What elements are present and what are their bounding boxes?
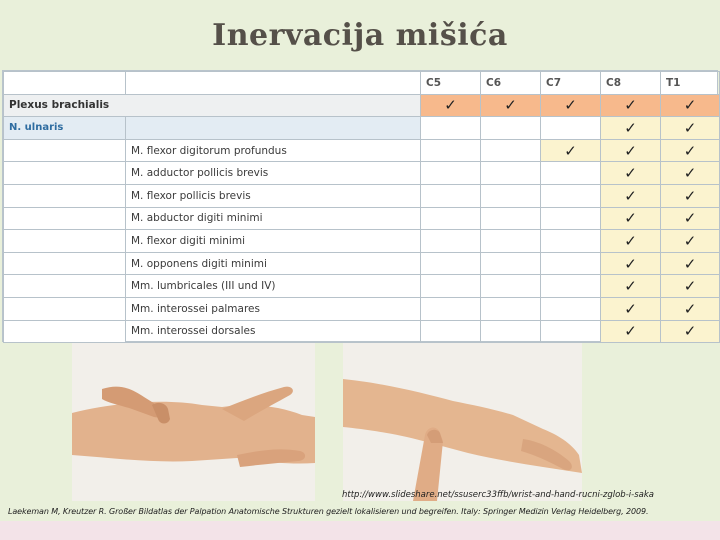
empty-cell (541, 320, 601, 343)
empty-cell (421, 297, 481, 320)
table-row (4, 230, 720, 253)
muscle-name: M. flexor digiti minimi (126, 230, 421, 253)
check-icon: ✓ (481, 94, 541, 117)
check-icon: ✓ (661, 297, 720, 320)
empty-cell (481, 320, 541, 343)
table-row (4, 207, 720, 230)
check-icon: ✓ (601, 94, 661, 117)
check-icon: ✓ (601, 275, 661, 298)
source-url: http://www.slideshare.net/ssuserc33ffb/wrist-and-hand-rucni-zglob-i-saka (342, 490, 654, 500)
empty-cell (421, 162, 481, 185)
empty-cell (481, 139, 541, 162)
column-header: C8 (601, 72, 661, 95)
nerve-row-blank (126, 117, 421, 140)
row-indent (4, 252, 126, 275)
column-header: C5 (421, 72, 481, 95)
row-indent (4, 320, 126, 343)
photo-strip (0, 343, 720, 503)
empty-cell (481, 207, 541, 230)
empty-cell (421, 139, 481, 162)
empty-cell (541, 207, 601, 230)
column-header: T1 (661, 72, 720, 95)
row-indent (4, 297, 126, 320)
empty-cell (421, 275, 481, 298)
empty-cell (481, 252, 541, 275)
empty-cell (481, 230, 541, 253)
empty-cell (421, 320, 481, 343)
empty-cell (541, 162, 601, 185)
check-icon: ✓ (661, 275, 720, 298)
check-icon: ✓ (541, 94, 601, 117)
empty-cell (421, 117, 481, 140)
photo-wrist-palpation-2 (343, 343, 582, 501)
empty-cell (421, 207, 481, 230)
row-indent (4, 207, 126, 230)
muscle-name: Mm. lumbricales (III und IV) (126, 275, 421, 298)
nerve-row (4, 117, 720, 140)
photo-wrist-palpation-1 (72, 343, 315, 501)
table-row (4, 162, 720, 185)
empty-cell (421, 252, 481, 275)
check-icon: ✓ (661, 162, 720, 185)
muscle-name: M. adductor pollicis brevis (126, 162, 421, 185)
nerve-label: N. ulnaris (4, 117, 126, 140)
table-header-row (4, 72, 720, 95)
check-icon: ✓ (661, 252, 720, 275)
check-icon: ✓ (661, 139, 720, 162)
check-icon: ✓ (601, 184, 661, 207)
muscle-name: M. abductor digiti minimi (126, 207, 421, 230)
empty-cell (541, 117, 601, 140)
header-blank (4, 72, 126, 95)
check-icon: ✓ (541, 139, 601, 162)
table-row (4, 320, 720, 343)
muscle-name: Mm. interossei dorsales (126, 320, 421, 343)
check-icon: ✓ (601, 230, 661, 253)
empty-cell (421, 230, 481, 253)
row-indent (4, 139, 126, 162)
check-icon: ✓ (601, 252, 661, 275)
check-icon: ✓ (601, 207, 661, 230)
plexus-row (4, 94, 720, 117)
table-row (4, 275, 720, 298)
empty-cell (541, 252, 601, 275)
innervation-table (2, 70, 718, 342)
check-icon: ✓ (661, 184, 720, 207)
table-row (4, 297, 720, 320)
empty-cell (481, 162, 541, 185)
empty-cell (481, 275, 541, 298)
empty-cell (541, 230, 601, 253)
row-indent (4, 162, 126, 185)
muscle-name: M. opponens digiti minimi (126, 252, 421, 275)
check-icon: ✓ (661, 117, 720, 140)
header-blank (126, 72, 421, 95)
table-row (4, 252, 720, 275)
column-header: C6 (481, 72, 541, 95)
empty-cell (541, 275, 601, 298)
check-icon: ✓ (421, 94, 481, 117)
empty-cell (541, 297, 601, 320)
hand-illustration-2 (343, 343, 582, 501)
row-indent (4, 230, 126, 253)
check-icon: ✓ (601, 139, 661, 162)
check-icon: ✓ (661, 207, 720, 230)
check-icon: ✓ (601, 117, 661, 140)
check-icon: ✓ (601, 297, 661, 320)
muscle-name: Mm. interossei palmares (126, 297, 421, 320)
hand-illustration-1 (72, 343, 315, 501)
check-icon: ✓ (601, 320, 661, 343)
empty-cell (481, 117, 541, 140)
table-row (4, 139, 720, 162)
empty-cell (481, 184, 541, 207)
empty-cell (481, 297, 541, 320)
empty-cell (421, 184, 481, 207)
plexus-label: Plexus brachialis (4, 94, 421, 117)
check-icon: ✓ (601, 162, 661, 185)
slide-title: Inervacija mišića (212, 18, 508, 53)
column-header: C7 (541, 72, 601, 95)
check-icon: ✓ (661, 94, 720, 117)
bottom-band (0, 521, 720, 540)
table-row (4, 184, 720, 207)
muscle-name: M. flexor digitorum profundus (126, 139, 421, 162)
muscle-name: M. flexor pollicis brevis (126, 184, 421, 207)
row-indent (4, 275, 126, 298)
source-reference: Laekeman M, Kreutzer R. Großer Bildatlas der Palpation Anatomische Strukturen gezielt lokalisieren und begreifen. Italy: Springer Medizin Verlag Heidelberg, 2009. (8, 507, 649, 516)
check-icon: ✓ (661, 320, 720, 343)
check-icon: ✓ (661, 230, 720, 253)
empty-cell (541, 184, 601, 207)
row-indent (4, 184, 126, 207)
